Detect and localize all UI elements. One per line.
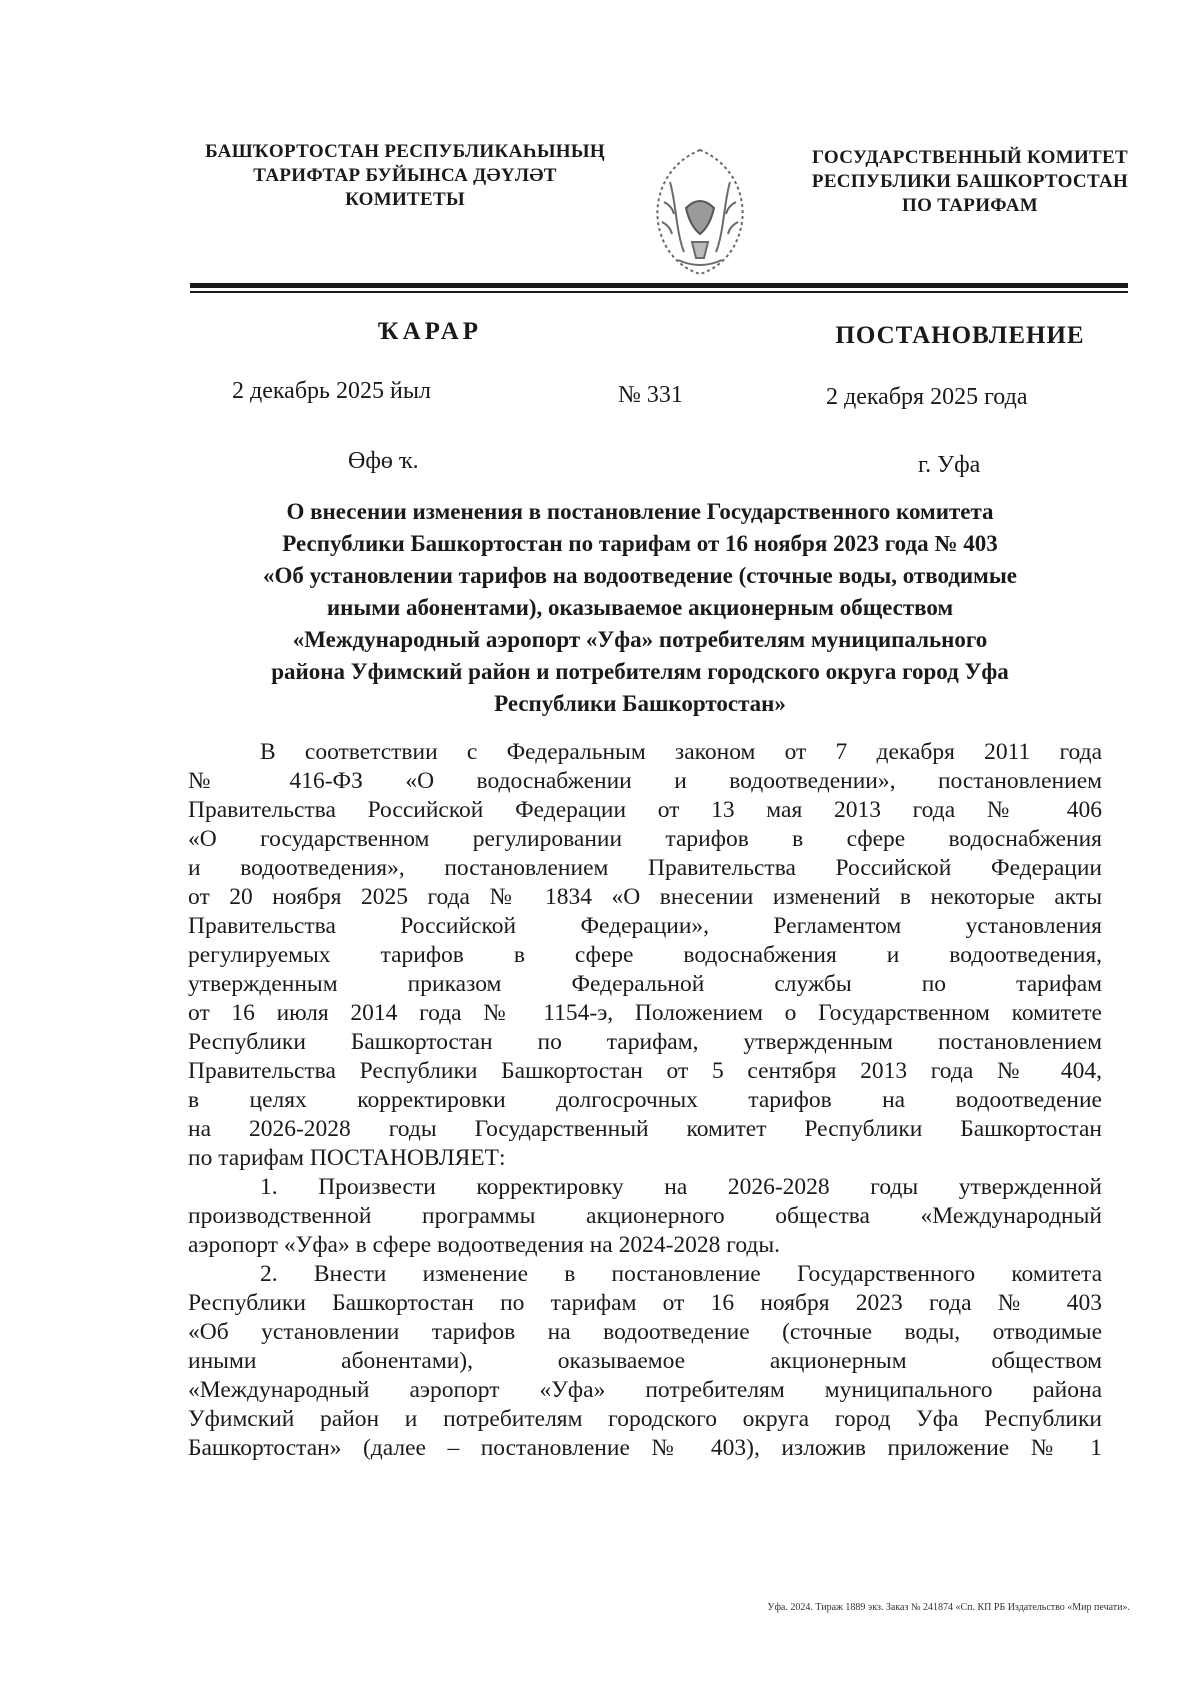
- body-line: и водоотведения», постановлением Правительства Российской Федерации: [188, 855, 1102, 881]
- body-line: утвержденным приказом Федеральной службы по тарифам: [188, 971, 1102, 997]
- title-line: «Об установлении тарифов на водоотведение (сточные воды, отводимые: [262, 563, 1018, 588]
- body-line: Правительства Российской Федерации», Регламентом установления: [188, 913, 1102, 939]
- body-line: Республики Башкортостан по тарифам, утвержденным постановлением: [188, 1029, 1102, 1055]
- title-line: Республики Башкортостан по тарифам от 16 ноября 2023 года № 403: [282, 531, 998, 556]
- title-line: О внесении изменения в постановление Государственного комитета: [286, 499, 994, 524]
- body-line: 2. Внести изменение в постановление Государственного комитета: [260, 1261, 1102, 1287]
- body-line: № 416-ФЗ «О водоснабжении и водоотведении», постановлением: [188, 768, 1102, 794]
- header-right-line: ПО ТАРИФАМ: [902, 195, 1038, 216]
- document-title: [180, 496, 1100, 720]
- body-line: по тарифам ПОСТАНОВЛЯЕТ:: [188, 1145, 506, 1171]
- body-line: «Международный аэропорт «Уфа» потребителям муниципального района: [188, 1377, 1102, 1403]
- body-line: от 16 июля 2014 года № 1154-э, Положением о Государственном комитете: [188, 1000, 1102, 1026]
- title-line: Республики Башкортостан»: [494, 691, 786, 716]
- header-right-line: ГОСУДАРСТВЕННЫЙ КОМИТЕТ: [812, 147, 1128, 168]
- body-line: производственной программы акционерного общества «Международный: [188, 1203, 1102, 1229]
- preamble-paragraph: [188, 738, 1102, 1173]
- body-line: В соответствии с Федеральным законом от 7 декабря 2011 года: [260, 739, 1102, 765]
- document-body: [188, 738, 1102, 1463]
- body-line: «О государственном регулировании тарифов в сфере водоснабжения: [188, 826, 1102, 852]
- document-kind-russian: ПОСТАНОВЛЕНИЕ: [835, 322, 1085, 349]
- print-imprint-footer: Уфа. 2024. Тираж 1889 экз. Заказ № 241874 «Сп. КП РБ Издательство «Мир печати».: [767, 1602, 1130, 1613]
- header-divider-thick: [190, 283, 1128, 288]
- bashkortostan-emblem-icon: [640, 142, 760, 282]
- header-left-bashkir: [170, 140, 640, 212]
- header-left-line: КОМИТЕТЫ: [345, 189, 465, 210]
- header-left-line: БАШҠОРТОСТАН РЕСПУБЛИКАҺЫНЫҢ: [205, 141, 605, 162]
- body-line: «Об установлении тарифов на водоотведение (сточные воды, отводимые: [188, 1319, 1102, 1345]
- header-left-line: ТАРИФТАР БУЙЫНСА ДӘҮЛӘТ: [253, 165, 557, 186]
- city-bashkir: Өфө ҡ.: [348, 448, 419, 474]
- body-line: Правительства Республики Башкортостан от 5 сентября 2013 года № 404,: [188, 1058, 1102, 1084]
- item-2-paragraph: [188, 1260, 1102, 1463]
- item-1-paragraph: [188, 1173, 1102, 1260]
- title-line: иными абонентами), оказываемое акционерным обществом: [326, 595, 954, 620]
- body-line: аэропорт «Уфа» в сфере водоотведения на 2024-2028 годы.: [188, 1232, 781, 1258]
- body-line: Башкортостан» (далее – постановление № 403), изложив приложение № 1: [188, 1435, 1102, 1461]
- body-line: иными абонентами), оказываемое акционерным обществом: [188, 1348, 1102, 1374]
- title-line: «Международный аэропорт «Уфа» потребителям муниципального: [292, 627, 988, 652]
- header-right-russian: [800, 146, 1140, 218]
- body-line: в целях корректировки долгосрочных тарифов на водоотведение: [188, 1087, 1102, 1113]
- body-line: Республики Башкортостан по тарифам от 16 ноября 2023 года № 403: [188, 1290, 1102, 1316]
- header-divider-thin: [190, 291, 1128, 293]
- body-line: Уфимский район и потребителям городского округа город Уфа Республики: [188, 1406, 1102, 1432]
- body-line: на 2026-2028 годы Государственный комитет Республики Башкортостан: [188, 1116, 1102, 1142]
- body-line: регулируемых тарифов в сфере водоснабжения и водоотведения,: [188, 942, 1102, 968]
- date-russian: 2 декабря 2025 года: [826, 384, 1028, 410]
- city-russian: г. Уфа: [918, 452, 981, 478]
- body-line: от 20 ноября 2025 года № 1834 «О внесении изменений в некоторые акты: [188, 884, 1102, 910]
- body-line: Правительства Российской Федерации от 13 мая 2013 года № 406: [188, 797, 1102, 823]
- title-line: района Уфимский район и потребителям городского округа город Уфа: [271, 659, 1009, 684]
- header-right-line: РЕСПУБЛИКИ БАШКОРТОСТАН: [811, 171, 1129, 192]
- body-line: 1. Произвести корректировку на 2026-2028 годы утвержденной: [260, 1174, 1102, 1200]
- document-kind-bashkir: ҠАРАР: [377, 318, 483, 345]
- document-number: № 331: [618, 382, 683, 408]
- date-bashkir: 2 декабрь 2025 йыл: [232, 378, 431, 404]
